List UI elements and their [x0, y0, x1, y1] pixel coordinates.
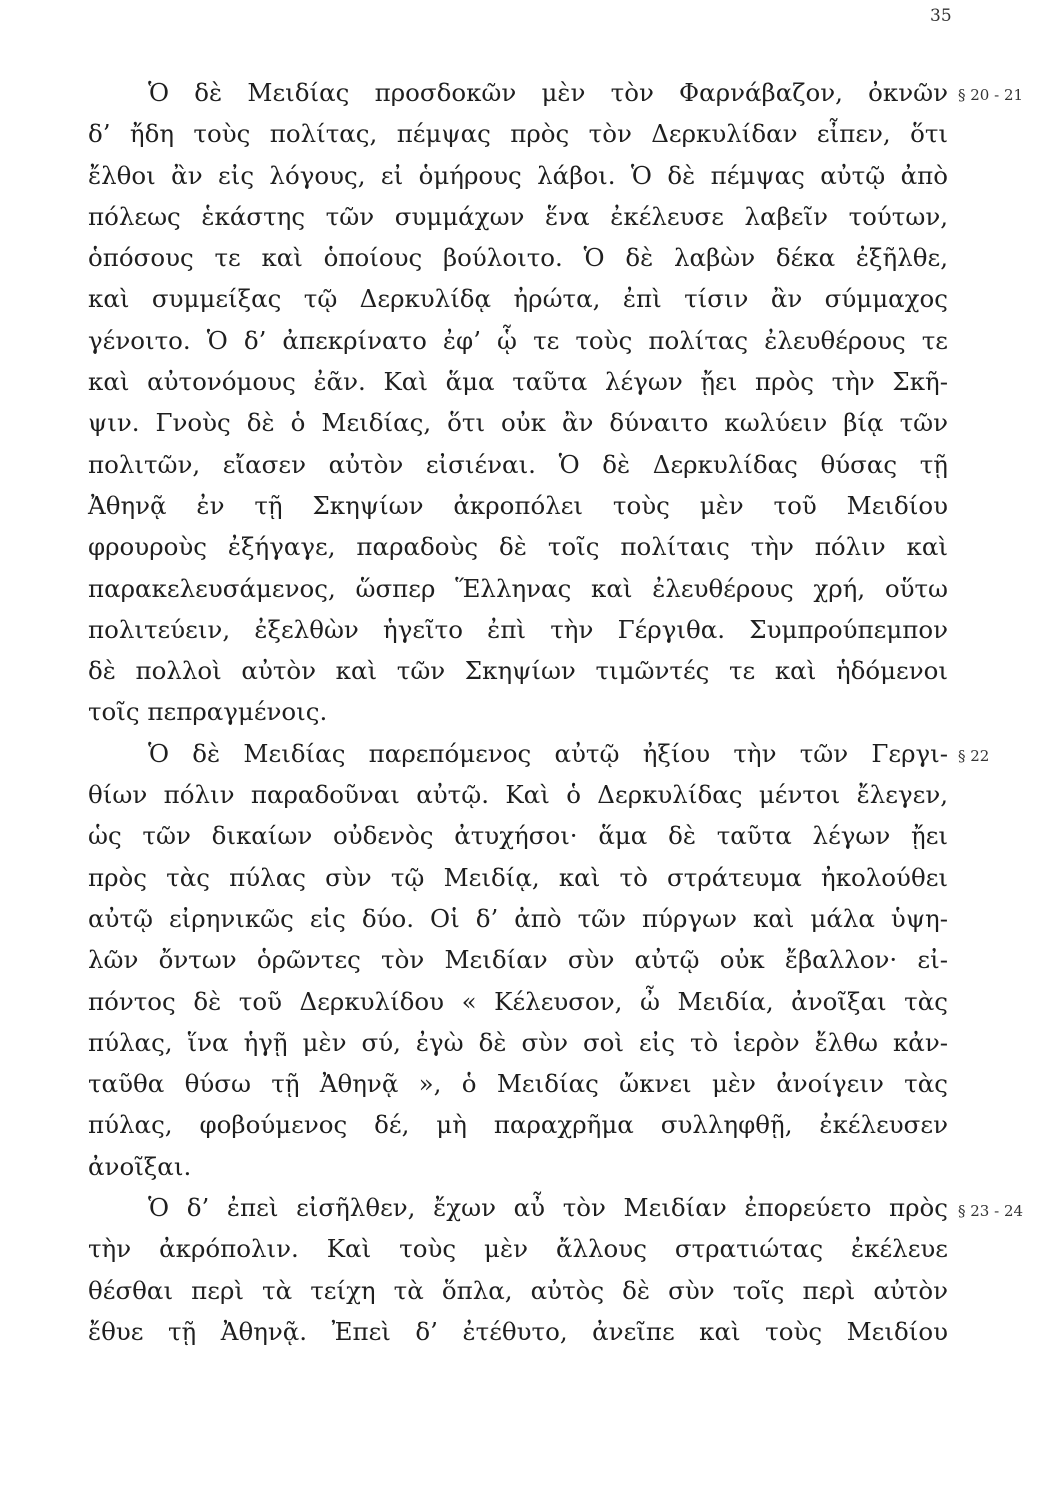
- text-line: τὴν ἀκρόπολιν. Καὶ τοὺς μὲν ἄλλους στρατιώτας ἐκέλευε: [88, 1234, 948, 1264]
- text-line: πολιτῶν, εἴασεν αὐτὸν εἰσιέναι. Ὁ δὲ Δερκυλίδας θύσας τῇ: [88, 449, 948, 479]
- text-line: Ἀθηνᾷ ἐν τῇ Σκηψίων ἀκροπόλει τοὺς μὲν τοῦ Μειδίου: [88, 490, 948, 520]
- text-line: πύλας, ἵνα ἡγῇ μὲν σύ, ἐγὼ δὲ σὺν σοὶ εἰς τὸ ἱερὸν ἔλθω κἀν-: [88, 1027, 948, 1057]
- text-line: φρουροὺς ἐξήγαγε, παραδοὺς δὲ τοῖς πολίταις τὴν πόλιν καὶ: [88, 532, 948, 562]
- text-line: πόλεως ἑκάστης τῶν συμμάχων ἕνα ἐκέλευσε λαβεῖν τούτων,: [88, 201, 948, 231]
- text-line: ἔλθοι ἂν εἰς λόγους, εἰ ὁμήρους λάβοι. Ὁ δὲ πέμψας αὐτῷ ἀπὸ: [88, 160, 948, 190]
- text-line: ὡς τῶν δικαίων οὐδενὸς ἀτυχήσοι· ἅμα δὲ ταῦτα λέγων ᾔει: [88, 821, 948, 851]
- text-line: ἔθυε τῇ Ἀθηνᾷ. Ἐπεὶ δ’ ἐτέθυτο, ἀνεῖπε καὶ τοὺς Μειδίου: [88, 1316, 948, 1346]
- section-reference: § 22: [958, 747, 990, 765]
- text-line: Ὁ δὲ Μειδίας προσδοκῶν μὲν τὸν Φαρνάβαζον, ὀκνῶν: [148, 78, 948, 107]
- text-line: τοῖς πεπραγμένοις.: [88, 697, 328, 727]
- text-line: Ὁ δ’ ἐπεὶ εἰσῆλθεν, ἔχων αὖ τὸν Μειδίαν ἐπορεύετο πρὸς: [148, 1193, 948, 1223]
- text-line: δ’ ἤδη τοὺς πολίτας, πέμψας πρὸς τὸν Δερκυλίδαν εἶπεν, ὅτι: [88, 119, 948, 149]
- text-line: γένοιτο. Ὁ δ’ ἀπεκρίνατο ἐφ’ ᾧ τε τοὺς πολίτας ἐλευθέρους τε: [88, 325, 948, 355]
- text-line: καὶ αὐτονόμους ἐᾶν. Καὶ ἅμα ταῦτα λέγων ᾔει πρὸς τὴν Σκῆ-: [88, 367, 948, 397]
- text-line: ψιν. Γνοὺς δὲ ὁ Μειδίας, ὅτι οὐκ ἂν δύναιτο κωλύειν βίᾳ τῶν: [88, 408, 948, 438]
- text-line: ὁπόσους τε καὶ ὁποίους βούλοιτο. Ὁ δὲ λαβὼν δέκα ἐξῆλθε,: [88, 243, 948, 273]
- text-line: παρακελευσάμενος, ὥσπερ Ἕλληνας καὶ ἐλευθέρους χρή, οὕτω: [88, 573, 948, 603]
- text-line: θίων πόλιν παραδοῦναι αὐτῷ. Καὶ ὁ Δερκυλίδας μέντοι ἔλεγεν,: [88, 780, 948, 810]
- text-line: Ὁ δὲ Μειδίας παρεπόμενος αὐτῷ ἠξίου τὴν τῶν Γεργι-: [148, 738, 948, 768]
- text-line: καὶ συμμείξας τῷ Δερκυλίδᾳ ἠρώτα, ἐπὶ τίσιν ἂν σύμμαχος: [88, 284, 948, 314]
- section-reference: § 20 - 21: [958, 86, 1024, 104]
- text-line: θέσθαι περὶ τὰ τείχη τὰ ὅπλα, αὐτὸς δὲ σὺν τοῖς περὶ αὐτὸν: [88, 1275, 948, 1305]
- text-line: ταῦθα θύσω τῇ Ἀθηνᾷ », ὁ Μειδίας ὤκνει μὲν ἀνοίγειν τὰς: [88, 1069, 948, 1099]
- section-reference: § 23 - 24: [958, 1202, 1024, 1220]
- page-number: 35: [930, 6, 952, 26]
- text-line: δὲ πολλοὶ αὐτὸν καὶ τῶν Σκηψίων τιμῶντές τε καὶ ἡδόμενοι: [88, 656, 948, 686]
- text-line: αὐτῷ εἰρηνικῶς εἰς δύο. Οἱ δ’ ἀπὸ τῶν πύργων καὶ μάλα ὑψη-: [88, 903, 948, 933]
- text-line: πύλας, φοβούμενος δέ, μὴ παραχρῆμα συλληφθῇ, ἐκέλευσεν: [88, 1110, 948, 1140]
- text-line: πρὸς τὰς πύλας σὺν τῷ Μειδίᾳ, καὶ τὸ στράτευμα ἠκολούθει: [88, 862, 948, 892]
- text-line: πολιτεύειν, ἐξελθὼν ἡγεῖτο ἐπὶ τὴν Γέργιθα. Συμπρούπεμπον: [88, 614, 948, 644]
- body-text: [88, 72, 948, 1352]
- text-line: λῶν ὄντων ὁρῶντες τὸν Μειδίαν σὺν αὐτῷ οὐκ ἔβαλλον· εἰ-: [88, 945, 948, 975]
- text-line: ἀνοῖξαι.: [88, 1151, 192, 1181]
- text-line: πόντος δὲ τοῦ Δερκυλίδου « Κέλευσον, ὦ Μειδία, ἀνοῖξαι τὰς: [88, 986, 948, 1016]
